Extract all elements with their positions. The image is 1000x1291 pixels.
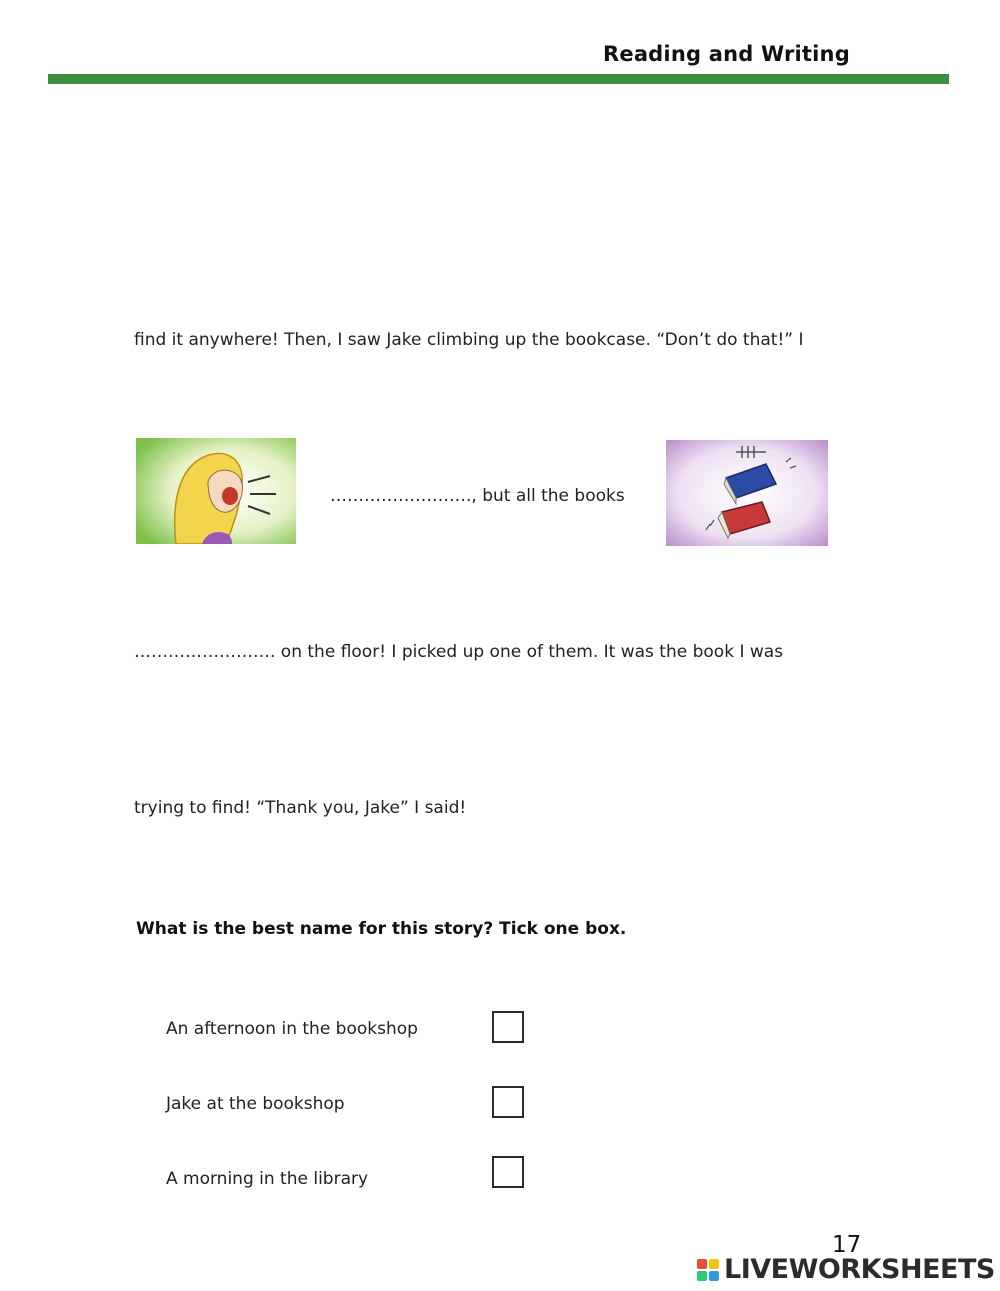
liveworksheets-logo <box>697 1254 995 1285</box>
story-line-3: ……………………. on the floor! I picked up one of them. It was the book I was <box>134 642 784 662</box>
page-number: 17 <box>832 1232 862 1258</box>
girl-shouting-icon <box>136 438 296 544</box>
header-rule <box>48 74 949 84</box>
girl-shouting-picture <box>136 438 296 544</box>
story-line-2: ……………………., but all the books <box>330 486 625 506</box>
tick-box-option-1[interactable] <box>492 1011 524 1043</box>
falling-books-icon <box>666 440 828 546</box>
option-label-1: An afternoon in the bookshop <box>166 1019 418 1039</box>
story-line-1: find it anywhere! Then, I saw Jake climbing up the bookcase. “Don’t do that!” I <box>134 330 804 350</box>
question-prompt: What is the best name for this story? Tick one box. <box>136 919 627 939</box>
tick-box-option-3[interactable] <box>492 1156 524 1188</box>
brand-mark-icon <box>697 1259 719 1281</box>
story-line-4: trying to find! “Thank you, Jake” I said! <box>134 798 467 818</box>
option-label-2: Jake at the bookshop <box>166 1094 345 1114</box>
section-title: Reading and Writing <box>603 42 850 66</box>
falling-books-picture <box>666 440 828 546</box>
tick-box-option-2[interactable] <box>492 1086 524 1118</box>
option-label-3: A morning in the library <box>166 1169 369 1189</box>
brand-name: LIVEWORKSHEETS <box>724 1254 995 1285</box>
